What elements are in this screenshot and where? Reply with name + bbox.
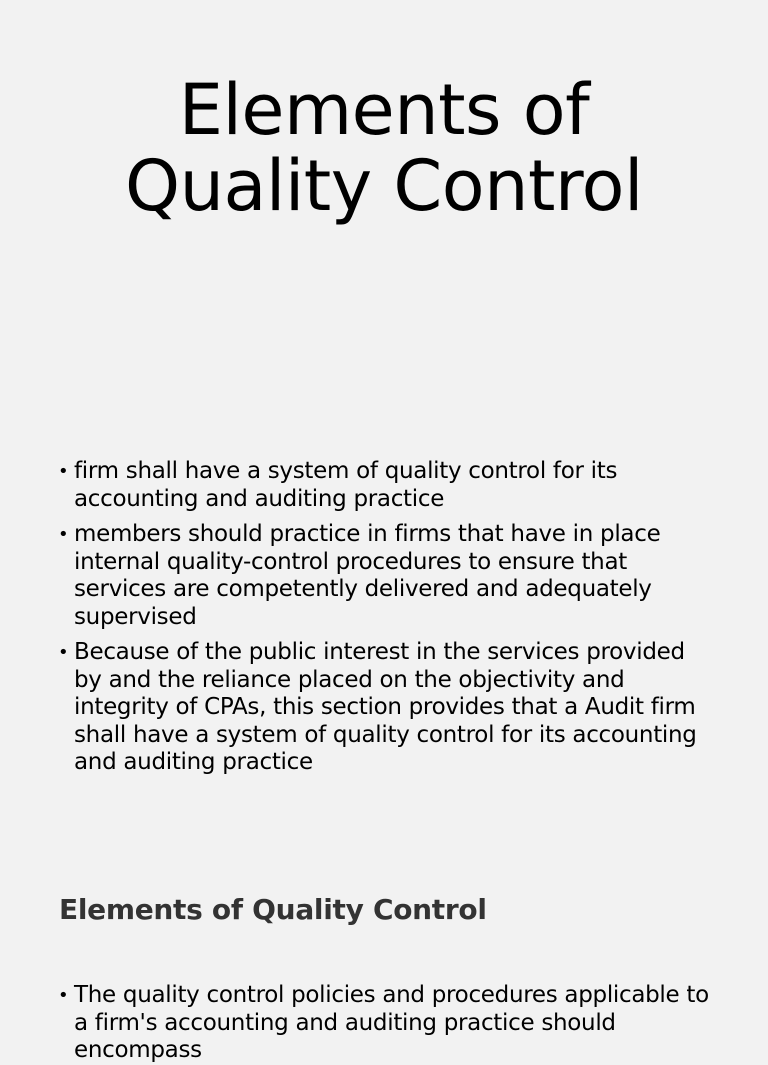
section-bullet-list bbox=[58, 982, 718, 1065]
list-item bbox=[58, 982, 718, 1065]
slide-title bbox=[0, 69, 768, 227]
section-heading: Elements of Quality Control bbox=[59, 893, 487, 926]
list-item bbox=[58, 639, 718, 777]
list-item bbox=[58, 521, 718, 631]
slide-bullet-list bbox=[58, 458, 718, 785]
bullet-icon: • bbox=[58, 642, 69, 663]
bullet-text: Because of the public interest in the services provided by and the reliance placed on the objectivity and integrity of CPAs, this section provides that a Audit firm shall have a system of quality control for its accounting and auditing practice bbox=[74, 639, 697, 775]
slide-title-line-1: Elements of bbox=[178, 69, 590, 151]
slide-title-line-2: Quality Control bbox=[125, 145, 643, 227]
bullet-text: The quality control policies and procedures applicable to a firm's accounting and auditing practice should encompass bbox=[74, 982, 709, 1063]
bullet-text: firm shall have a system of quality control for its accounting and auditing practice bbox=[74, 458, 618, 512]
bullet-text: members should practice in firms that have in place internal quality-control procedures to ensure that services are competently delivered and adequately supervised bbox=[74, 521, 661, 630]
list-item bbox=[58, 458, 718, 513]
bullet-icon: • bbox=[58, 461, 69, 482]
bullet-icon: • bbox=[58, 985, 69, 1006]
bullet-icon: • bbox=[58, 524, 69, 545]
